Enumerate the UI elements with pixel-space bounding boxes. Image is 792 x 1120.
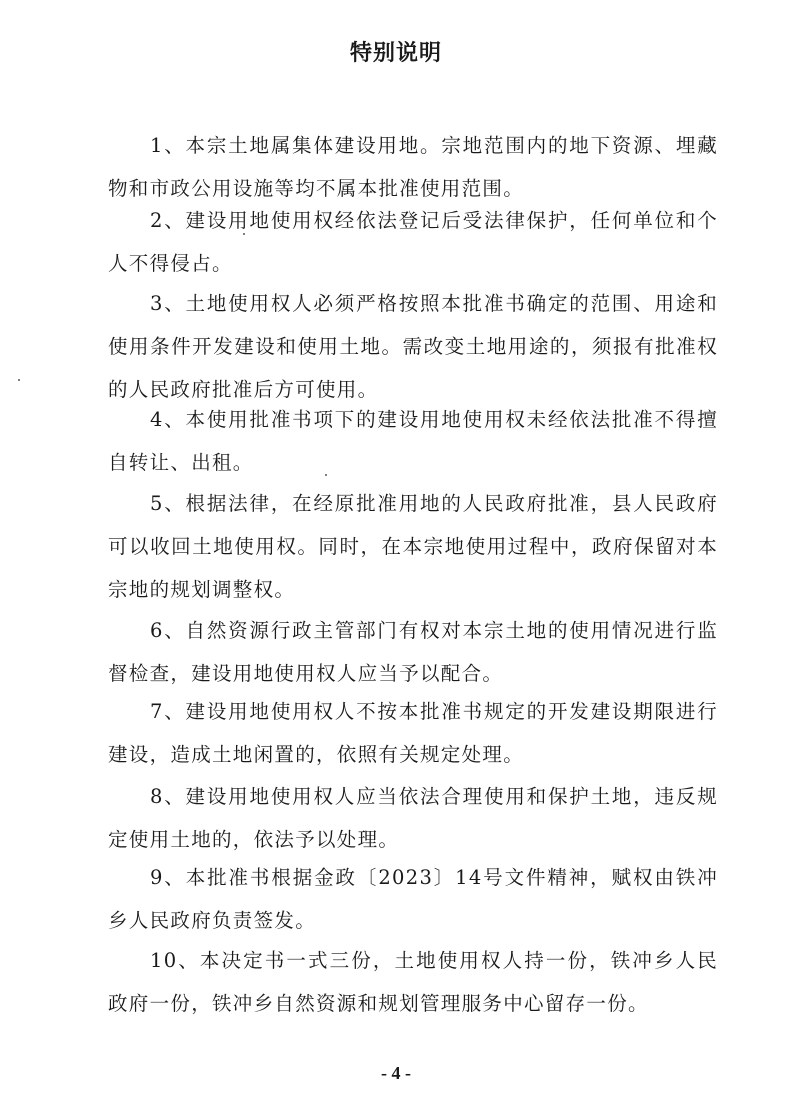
paragraph-10: 10、本决定书一式三份，土地使用权人持一份，铁冲乡人民政府一份，铁冲乡自然资源和规划管理服务中心留存一份。 xyxy=(108,949,718,1015)
paragraph-8: 8、建设用地使用权人应当依法合理使用和保护土地，违反规定使用土地的，依法予以处理。 xyxy=(108,785,718,851)
paragraph-3: 3、土地使用权人必须严格按照本批准书确定的范围、用途和使用条件开发建设和使用土地。需改变土地用途的，须报有批准权的人民政府批准后方可使用。 xyxy=(108,292,718,401)
scan-speck xyxy=(18,379,20,381)
paragraph-6: 6、自然资源行政主管部门有权对本宗土地的使用情况进行监督检查，建设用地使用权人应当予以配合。 xyxy=(108,619,718,685)
scan-speck xyxy=(243,233,245,235)
page-title: 特别说明 xyxy=(349,41,442,66)
scan-speck xyxy=(325,474,327,476)
paragraph-1: 1、本宗土地属集体建设用地。宗地范围内的地下资源、埋藏物和市政公用设施等均不属本批准使用范围。 xyxy=(108,134,718,200)
paragraph-2: 2、建设用地使用权经依法登记后受法律保护，任何单位和个人不得侵占。 xyxy=(108,209,718,275)
paragraph-7: 7、建设用地使用权人不按本批准书规定的开发建设期限进行建设，造成土地闲置的，依照有关规定处理。 xyxy=(108,700,718,766)
paragraph-4: 4、本使用批准书项下的建设用地使用权未经依法批准不得擅自转让、出租。 xyxy=(108,408,718,474)
paragraph-9: 9、本批准书根据金政〔2023〕14号文件精神，赋权由铁冲乡人民政府负责签发。 xyxy=(108,866,718,932)
paragraph-5: 5、根据法律，在经原批准用地的人民政府批准，县人民政府可以收回土地使用权。同时，在本宗地使用过程中，政府保留对本宗地的规划调整权。 xyxy=(108,492,718,601)
page-number: - 4 - xyxy=(381,1063,411,1083)
